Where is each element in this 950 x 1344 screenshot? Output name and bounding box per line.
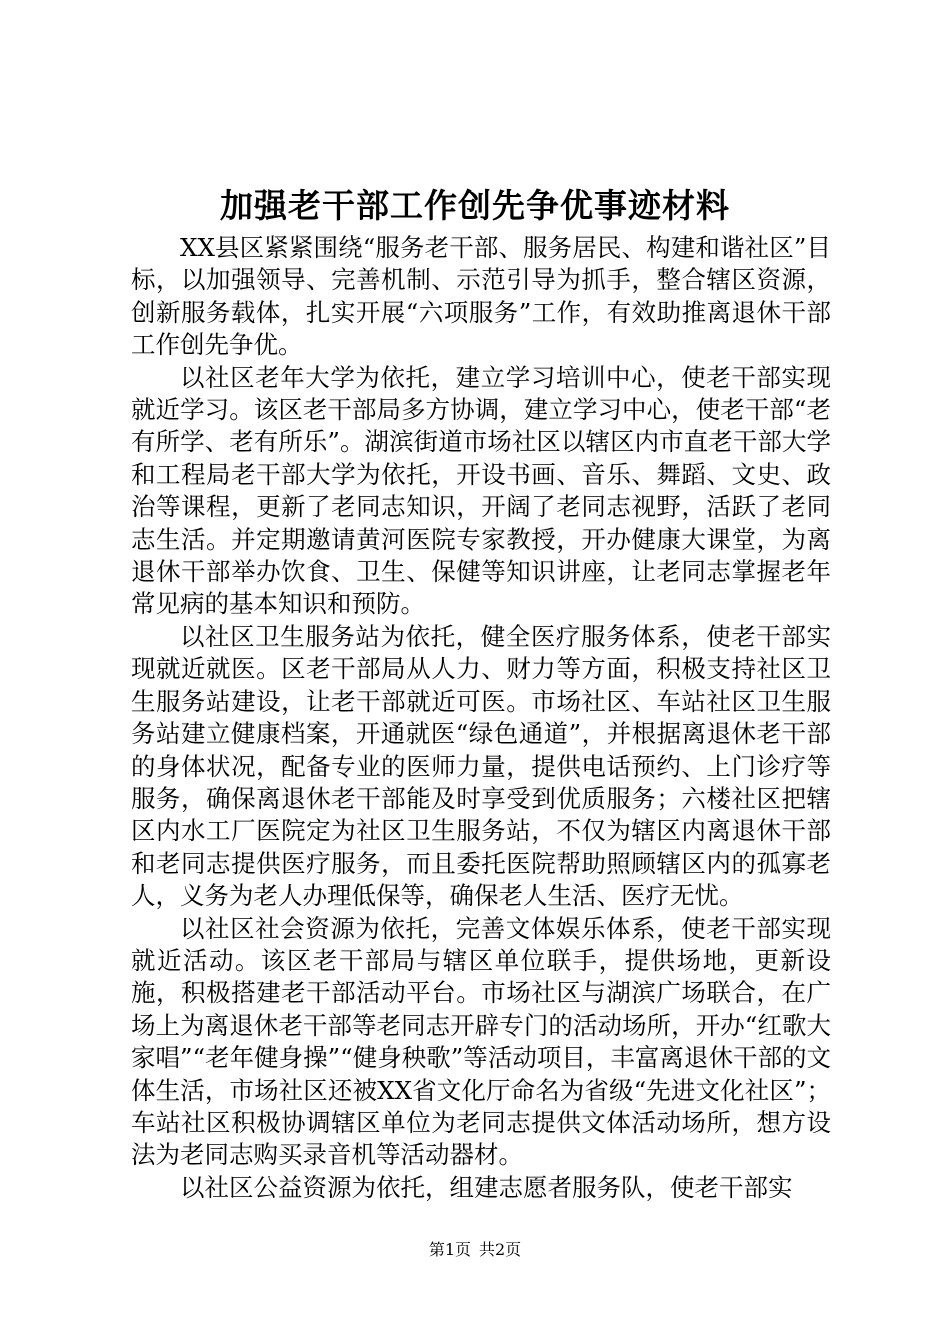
page-footer — [0, 1238, 950, 1262]
document-title: 加强老干部工作创先争优事迹材料 — [220, 186, 730, 225]
page-total: 共2页 — [479, 1240, 522, 1259]
paragraph-intro: XX县区紧紧围绕“服务老干部、服务居民、构建和谐社区”目标，以加强领导、完善机制、示范引导为抓手，整合辖区资源，创新服务载体，扎实开展“六项服务”工作，有效助推离退休干部工作创先争优。 — [131, 233, 831, 360]
paragraph-learning: 以社区老年大学为依托，建立学习培训中心，使老干部实现就近学习。该区老干部局多方协调，建立学习中心，使老干部“老有所学、老有所乐”。湖滨街道市场社区以辖区内市直老干部大学和工程局老干部大学为依托，开设书画、音乐、舞蹈、文史、政治等课程，更新了老同志知识，开阔了老同志视野，活跃了老同志生活。并定期邀请黄河医院专家教授，开办健康大课堂，为离退休干部举办饮食、卫生、保健等知识讲座，让老同志掌握老年常见病的基本知识和预防。 — [131, 362, 831, 619]
paragraph-volunteers: 以社区公益资源为依托，组建志愿者服务队，使老干部实 — [180, 1172, 793, 1202]
paragraph-activities: 以社区社会资源为依托，完善文体娱乐体系，使老干部实现就近活动。该区老干部局与辖区单位联手，提供场地，更新设施，积极搭建老干部活动平台。市场社区与湖滨广场联合，在广场上为离退休老干部等老同志开辟专门的活动场所，开办“红歌大家唱”“老年健身操”“健身秧歌”等活动项目，丰富离退休干部的文体生活，市场社区还被XX省文化厅命名为省级“先进文化社区”；车站社区积极协调辖区单位为老同志提供文体活动场所，想方设法为老同志购买录音机等活动器材。 — [131, 913, 831, 1170]
paragraph-medical: 以社区卫生服务站为依托，健全医疗服务体系，使老干部实现就近就医。区老干部局从人力、财力等方面，积极支持社区卫生服务站建设，让老干部就近可医。市场社区、车站社区卫生服务站建立健康档案，开通就医“绿色通道”，并根据离退休老干部的身体状况，配备专业的医师力量，提供电话预约、上门诊疗等服务，确保离退休老干部能及时享受到优质服务；六楼社区把辖区内水工厂医院定为社区卫生服务站，不仅为辖区内离退休干部和老同志提供医疗服务，而且委托医院帮助照顾辖区内的孤寡老人，义务为老人办理低保等，确保老人生活、医疗无忧。 — [131, 621, 831, 911]
page-number: 第1页 — [428, 1240, 471, 1259]
document-body — [131, 232, 831, 1204]
